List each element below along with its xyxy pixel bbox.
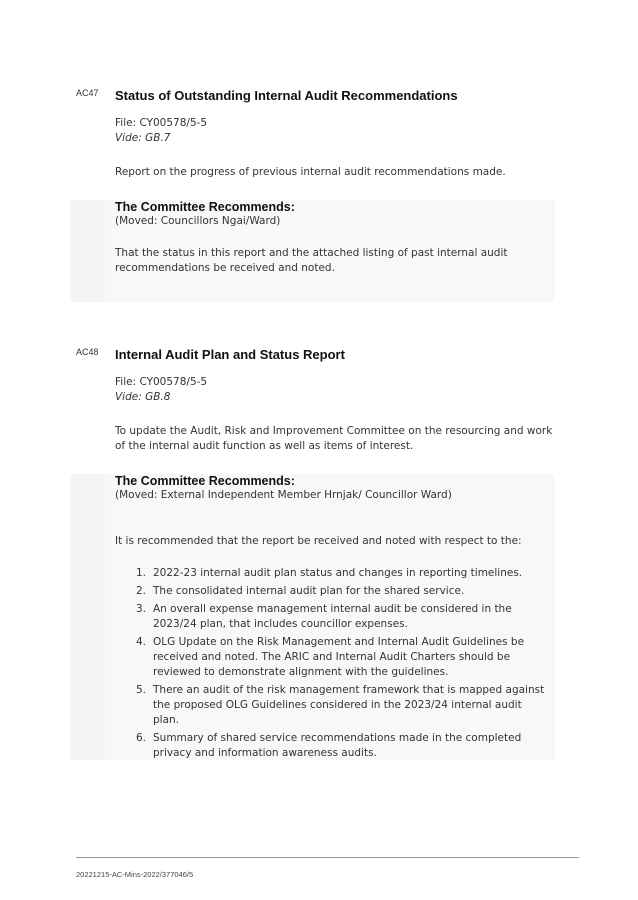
- list-item: [130, 566, 550, 581]
- item-meta: [115, 116, 207, 146]
- list-number: 2.: [135, 585, 146, 597]
- item-summary: Report on the progress of previous internal audit recommendations made.: [115, 166, 506, 178]
- recommendation-text: That the status in this report and the attached listing of past internal audit recommendations be received and noted.: [115, 247, 508, 274]
- footer-divider: [76, 857, 579, 858]
- recommendation-heading: The Committee Recommends:: [115, 474, 295, 488]
- list-number: 4.: [135, 636, 146, 648]
- moved-by: (Moved: Councillors Ngai/Ward): [115, 215, 281, 227]
- item-title: Status of Outstanding Internal Audit Recommendations: [115, 88, 458, 103]
- list-number: 1.: [135, 567, 146, 579]
- vide-reference: Vide: GB.7: [115, 132, 171, 144]
- list-text: The consolidated internal audit plan for the shared service.: [153, 585, 465, 597]
- recommendation-heading: The Committee Recommends:: [115, 200, 295, 214]
- item-summary: To update the Audit, Risk and Improvement Committee on the resourcing and work of the internal audit function as well as items of interest.: [115, 425, 553, 452]
- list-text: OLG Update on the Risk Management and Internal Audit Guidelines be received and noted. The ARIC and Internal Audit Charters should be reviewed to demonstrate alignment with the guidelines.: [153, 636, 525, 678]
- list-item: [130, 683, 550, 728]
- item-meta: [115, 375, 207, 405]
- recommendation-text: It is recommended that the report be received and noted with respect to the:: [115, 535, 522, 547]
- item-code: AC47: [76, 88, 99, 98]
- list-text: Summary of shared service recommendations made in the completed privacy and information awareness audits.: [153, 732, 522, 759]
- list-item: [130, 731, 550, 761]
- list-item: [130, 602, 550, 632]
- list-item: [130, 635, 550, 680]
- item-code: AC48: [76, 347, 99, 357]
- vide-reference: Vide: GB.8: [115, 391, 171, 403]
- recommendation-list: [130, 566, 550, 764]
- file-reference: File: CY00578/5-5: [115, 376, 208, 388]
- list-text: There an audit of the risk management framework that is mapped against the proposed OLG Guidelines considered in the 2023/24 internal audit plan.: [153, 684, 545, 726]
- footer-document-reference: 20221215-AC-Mins-2022/377046/5: [76, 870, 194, 879]
- list-number: 5.: [135, 684, 146, 696]
- list-number: 6.: [135, 732, 146, 744]
- file-reference: File: CY00578/5-5: [115, 117, 208, 129]
- list-text: An overall expense management internal audit be considered in the 2023/24 plan, that includes councillor expenses.: [153, 603, 512, 630]
- list-item: [130, 584, 550, 599]
- list-text: 2022-23 internal audit plan status and changes in reporting timelines.: [153, 567, 523, 579]
- moved-by: (Moved: External Independent Member Hrnjak/ Councillor Ward): [115, 489, 452, 501]
- list-number: 3.: [135, 603, 146, 615]
- item-title: Internal Audit Plan and Status Report: [115, 347, 345, 362]
